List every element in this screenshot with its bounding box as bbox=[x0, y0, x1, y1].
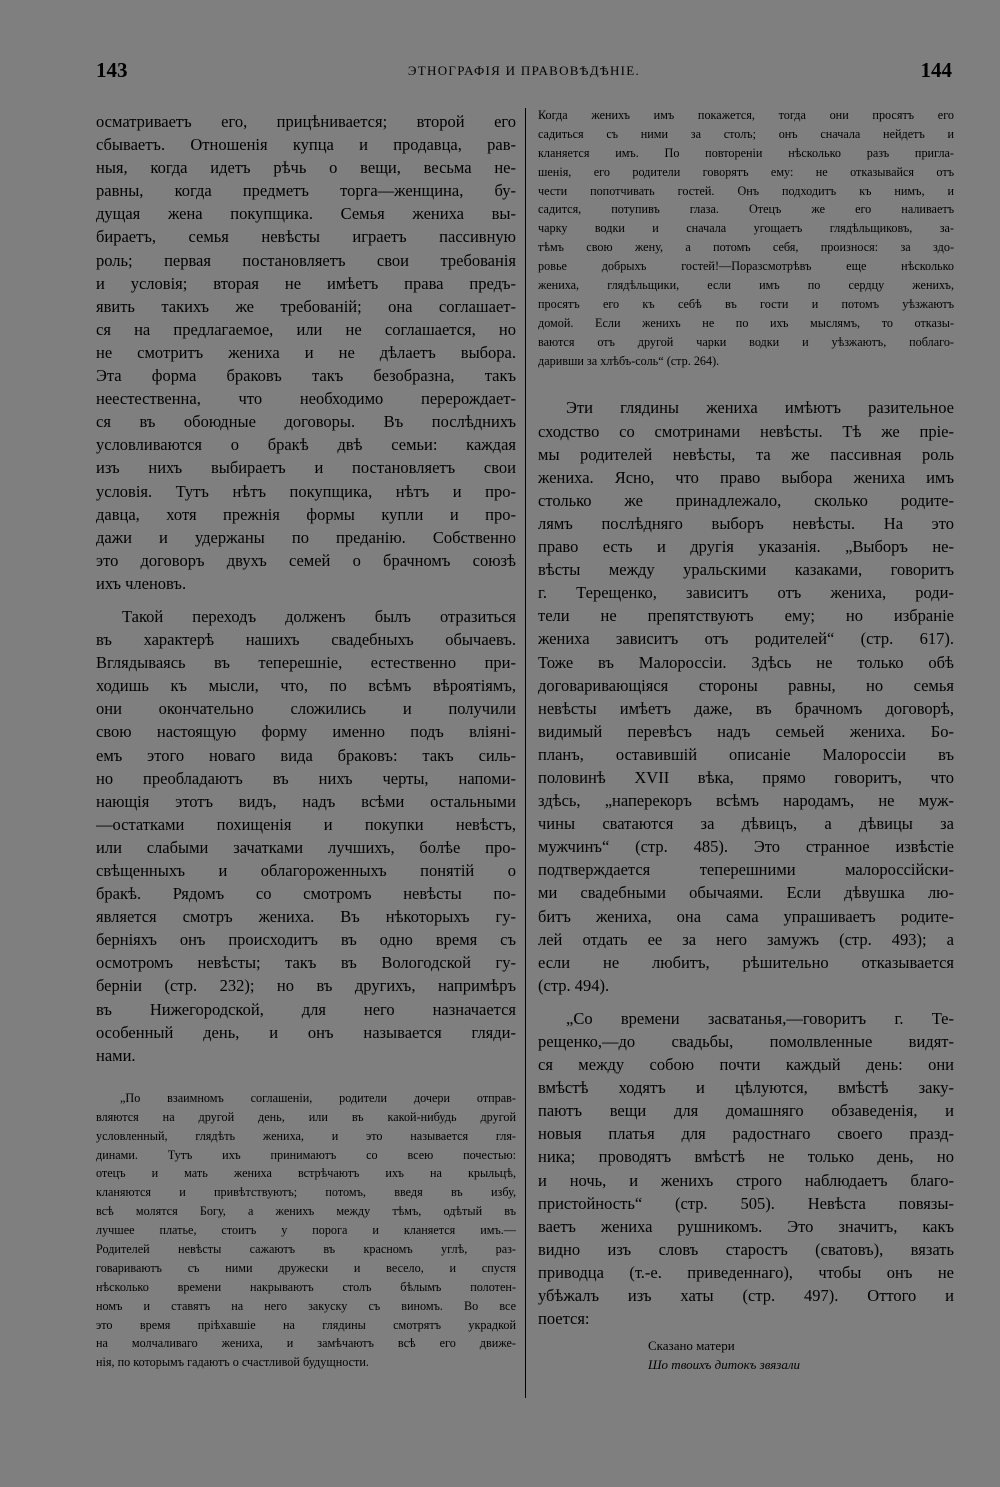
column-divider bbox=[525, 108, 526, 1398]
text-line: неестественна, что необходимо перерождает- bbox=[96, 389, 516, 409]
right-paragraph-2 bbox=[538, 1007, 954, 1330]
text-line: берніи (стр. 232); но въ другихъ, напримѣръ bbox=[96, 976, 516, 996]
text-line: ся на предлагаемое, или не соглашается, но bbox=[96, 319, 516, 339]
text-line: Эта форма браковъ такъ безобразна, такъ bbox=[96, 366, 516, 386]
text-line: нающія этотъ видъ, надъ всѣми остальными bbox=[96, 791, 516, 811]
text-line: берніяхъ онъ происходитъ въ одно время съ bbox=[96, 930, 516, 950]
text-line: роль; первая постановляетъ свои требованія bbox=[96, 250, 516, 270]
text-line: вѣсты между уральскими казаками, говоритъ bbox=[538, 560, 954, 580]
text-line: видно изъ словъ старостъ (сватовъ), вязать bbox=[538, 1239, 954, 1259]
text-line: здѣсь, „наперекоръ всѣмъ народамъ, не муж- bbox=[538, 791, 954, 811]
text-line: въ характерѣ нашихъ свадебныхъ обычаевъ. bbox=[96, 630, 516, 650]
text-line: домой. Если женихъ не по ихъ мыслямъ, то отказы- bbox=[538, 315, 954, 330]
text-line: г. Терещенко, зависитъ отъ жениха, роди- bbox=[538, 583, 954, 603]
text-line: невѣсты имѣетъ даже, въ брачномъ договорѣ, bbox=[538, 698, 954, 718]
text-line: является смотръ жениха. Въ нѣкоторыхъ гу- bbox=[96, 907, 516, 927]
text-line: шенія, его родители говорятъ ему: не отказывайся отъ bbox=[538, 164, 954, 179]
text-line: тѣмъ свою жену, а потомъ себя, произнося: за здо- bbox=[538, 240, 954, 255]
text-line: лей отдать ее за него замужъ (стр. 493); а bbox=[538, 929, 954, 949]
text-line: ся между собою почти каждый день: они bbox=[538, 1055, 954, 1075]
text-line: Эти глядины жениха имѣютъ разительное bbox=[566, 398, 954, 418]
text-line: рещенко,—до свадьбы, помолвленные видят- bbox=[538, 1032, 954, 1051]
text-line: если не любитъ, рѣшительно отказывается bbox=[538, 952, 954, 972]
page-number-right: 144 bbox=[920, 58, 952, 82]
text-line: отецъ и мать жениха встрѣчаютъ ихъ на крыльцѣ, bbox=[96, 1166, 516, 1181]
text-line: номъ и ставятъ на него закуску съ виномъ. Во все bbox=[96, 1298, 516, 1313]
text-line: мужчинъ“ (стр. 485). Это странное извѣстіе bbox=[538, 837, 954, 857]
text-line: договаривающіяся стороны равны, но семья bbox=[538, 675, 954, 695]
text-line: просятъ его къ себѣ въ гости и потомъ уѣзжаютъ bbox=[538, 296, 954, 311]
text-line: кланяется имъ. По повтореніи нѣсколько разъ пригла- bbox=[538, 145, 954, 160]
text-line: свою настоящую форму именно подъ вліяні- bbox=[96, 722, 516, 742]
text-line: приводца (т.-е. приведеннаго), чтобы онъ не bbox=[538, 1262, 954, 1282]
text-line: емъ этого новаго вида браковъ: такъ силь- bbox=[96, 745, 516, 765]
text-line: чести попотчивать гостей. Онъ подходитъ къ нимъ, и bbox=[538, 183, 954, 198]
text-line: тели не препятствуютъ ему; но избраніе bbox=[538, 606, 954, 626]
text-line: или слабыми зачатками лучшихъ, болѣе про- bbox=[96, 837, 516, 857]
text-line: садится, потупивъ глаза. Отецъ же его наливаетъ bbox=[538, 202, 954, 217]
text-line: чины сватаются за дѣвицъ, а дѣвицы за bbox=[538, 814, 954, 834]
running-title: ЭТНОГРАФІЯ И ПРАВОВѢДѢНІЕ. bbox=[407, 63, 641, 78]
text-line: изъ нихъ выбираетъ и постановляетъ свои bbox=[96, 458, 516, 478]
page-number-left: 143 bbox=[96, 58, 128, 82]
text-line: мы родителей невѣсты, та же пассивная роль bbox=[538, 444, 954, 464]
text-line: пристойность“ (стр. 505). Невѣста повязы- bbox=[538, 1193, 954, 1213]
text-line: жениха, глядѣльщики, если имъ по сердцу женихъ, bbox=[538, 278, 954, 293]
text-line: и условія; вторая не имѣетъ права предъ- bbox=[96, 273, 516, 293]
text-line: нѣсколько времени накрываютъ столъ бѣлымъ полотен- bbox=[96, 1279, 516, 1294]
text-line: „По взаимномъ соглашеніи, родители дочери отправ- bbox=[120, 1090, 516, 1105]
text-line: особенный день, и онъ называется гляди- bbox=[96, 1022, 516, 1042]
right-column bbox=[538, 106, 954, 1374]
text-line: нія, по которымъ гадаютъ о счастливой будущности. bbox=[96, 1355, 369, 1370]
text-line: осматриваетъ его, прицѣнивается; второй его bbox=[96, 112, 516, 131]
text-line: говариваютъ съ ними дружески и весело, и спустя bbox=[96, 1260, 516, 1275]
text-line: видимый перевѣсъ надъ семьей жениха. Бо- bbox=[538, 721, 954, 741]
text-line: „Со времени засватанья,—говоритъ г. Те- bbox=[566, 1008, 954, 1028]
text-line: ровье добрыхъ гостей!—Поразсмотрѣвъ еще нѣсколько bbox=[538, 259, 954, 274]
text-line: ныя, когда идетъ рѣчь о вещи, весьма не- bbox=[96, 158, 516, 178]
text-line: Тоже въ Малороссіи. Здѣсь не только обѣ bbox=[538, 652, 954, 672]
right-quote-continuation bbox=[538, 106, 954, 370]
text-line: ми свадебными обычаями. Если дѣвушка лю- bbox=[538, 883, 954, 903]
text-line: ника; проводятъ вмѣстѣ не только день, но bbox=[538, 1147, 954, 1167]
left-paragraph-1 bbox=[96, 110, 516, 595]
text-line: бракѣ. Рядомъ со смотромъ невѣсты по- bbox=[96, 884, 516, 904]
poem-line: Шо твоихъ дитокъ звязали bbox=[648, 1357, 800, 1373]
text-line: условія. Тутъ нѣтъ покупщика, нѣтъ и про- bbox=[96, 481, 516, 501]
text-line: явить такихъ же требованій; она соглашает- bbox=[96, 296, 516, 316]
text-line: на молчаливаго жениха, и замѣчаютъ всѣ его движе- bbox=[96, 1336, 516, 1351]
text-line: давца, хотя прежнія формы купли и про- bbox=[96, 504, 516, 524]
text-line: чарку водки и сначала угощаетъ глядѣльщиковъ, за- bbox=[538, 221, 954, 236]
text-line: сбываетъ. Отношенія купца и продавца, рав- bbox=[96, 135, 516, 155]
text-line: свѣщенныхъ и облагороженныхъ понятій о bbox=[96, 861, 516, 880]
text-line: подтверждается теперешними малороссійски- bbox=[538, 860, 954, 880]
text-line: это договоръ двухъ семей о брачномъ союзѣ bbox=[96, 550, 516, 570]
text-line: но преобладаютъ въ нихъ черты, напоми- bbox=[96, 768, 516, 788]
text-line: и ночь, и женихъ строго наблюдаетъ благо- bbox=[538, 1170, 954, 1190]
text-line: планъ, оставившій описаніе Малороссіи въ bbox=[538, 744, 954, 764]
text-line: вмѣстѣ ходятъ и цѣлуются, вмѣстѣ заку- bbox=[538, 1078, 954, 1098]
text-line: половинѣ XVII вѣка, прямо говоритъ, что bbox=[538, 767, 954, 787]
text-line: условленный, глядѣть жениха, и это называется гля- bbox=[96, 1128, 516, 1143]
text-line: они окончательно сложились и получили bbox=[96, 699, 516, 719]
text-line: динами. Тутъ ихъ принимаютъ со всею почестью: bbox=[96, 1147, 516, 1162]
text-line: бираетъ, семья невѣсты играетъ пассивную bbox=[96, 227, 516, 247]
text-line: Когда женихъ имъ покажется, тогда они просятъ его bbox=[538, 108, 954, 122]
text-line: право есть и другія указанія. „Выборъ не- bbox=[538, 537, 954, 557]
text-line: нами. bbox=[96, 1045, 136, 1065]
text-line: всѣ молятся Богу, а женихъ между тѣмъ, одѣтый въ bbox=[96, 1204, 516, 1219]
poem-verse bbox=[648, 1336, 954, 1374]
text-line: жениха. Ясно, что право выбора жениха имъ bbox=[538, 467, 954, 487]
text-line: дажи и удержаны по преданію. Собственно bbox=[96, 527, 516, 547]
text-line: дущая жена покупщика. Семья жениха вы- bbox=[96, 204, 516, 224]
text-line: даривши за хлѣбъ-соль“ (стр. 264). bbox=[538, 353, 720, 368]
text-line: осмотромъ невѣсты; такъ въ Вологодской гу- bbox=[96, 953, 516, 973]
text-line: лямъ послѣдняго выборъ невѣсты. На это bbox=[538, 513, 954, 533]
text-line: садиться съ ними за столъ; онъ сначала нейдетъ и bbox=[538, 126, 954, 141]
page-header bbox=[96, 58, 952, 92]
text-line: ваетъ жениха рушникомъ. Это значитъ, какъ bbox=[538, 1216, 954, 1236]
text-line: поется: bbox=[538, 1309, 590, 1329]
right-paragraph-1 bbox=[538, 396, 954, 996]
text-line: не смотритъ жениха и не дѣлаетъ выбора. bbox=[96, 342, 516, 362]
left-footnote-quote bbox=[96, 1089, 516, 1372]
text-line: лучшее платье, стоитъ у порога и кланяется имъ.— bbox=[96, 1223, 516, 1238]
text-line: (стр. 494). bbox=[538, 975, 610, 995]
text-line: кланяются и привѣтствуютъ; потомъ, введя въ избу, bbox=[96, 1185, 516, 1200]
text-line: ихъ членовъ. bbox=[96, 573, 187, 593]
text-line: битъ жениха, она сама упрашиваетъ родите- bbox=[538, 906, 954, 926]
text-line: равны, когда предметъ торга—женщина, бу- bbox=[96, 181, 516, 201]
left-paragraph-2 bbox=[96, 605, 516, 1067]
text-line: ваются отъ другой чарки водки и уѣзжаютъ, поблаго- bbox=[538, 334, 954, 349]
text-line: паютъ вещи для домашняго обзаведенія, и bbox=[538, 1101, 954, 1121]
poem-line: Сказано матери bbox=[648, 1338, 735, 1354]
text-line: Такой переходъ долженъ былъ отразиться bbox=[122, 606, 516, 626]
text-line: жениха зависитъ отъ родителей“ (стр. 617). bbox=[538, 629, 954, 649]
text-line: столько же принадлежало, сколько родите- bbox=[538, 490, 954, 510]
text-line: убѣжалъ изъ хаты (стр. 497). Оттого и bbox=[538, 1286, 954, 1306]
text-line: новыя платья для радостнаго своего празд- bbox=[538, 1124, 954, 1144]
text-line: это время пріѣхавшіе на глядины смотрятъ украдкой bbox=[96, 1317, 516, 1332]
text-line: ходишь къ мысли, что, по всѣмъ вѣроятіямъ, bbox=[96, 676, 516, 696]
text-line: вляются на другой день, или въ какой-нибудь другой bbox=[96, 1109, 516, 1124]
text-line: сходство со смотринами невѣсты. Тѣ же пріе- bbox=[538, 421, 954, 441]
text-line: ся въ обоюдные договоры. Въ послѣднихъ bbox=[96, 412, 516, 432]
left-column bbox=[96, 110, 516, 1372]
text-line: Родителей невѣсты сажаютъ въ красномъ углѣ, раз- bbox=[96, 1241, 516, 1256]
text-line: Вглядываясь въ теперешніе, естественно при- bbox=[96, 653, 516, 673]
text-line: въ Нижегородской, для него назначается bbox=[96, 999, 516, 1019]
text-line: условливаются о бракѣ двѣ семьи: каждая bbox=[96, 435, 516, 455]
text-line: —остатками похищенія и покупки невѣстъ, bbox=[96, 814, 516, 834]
